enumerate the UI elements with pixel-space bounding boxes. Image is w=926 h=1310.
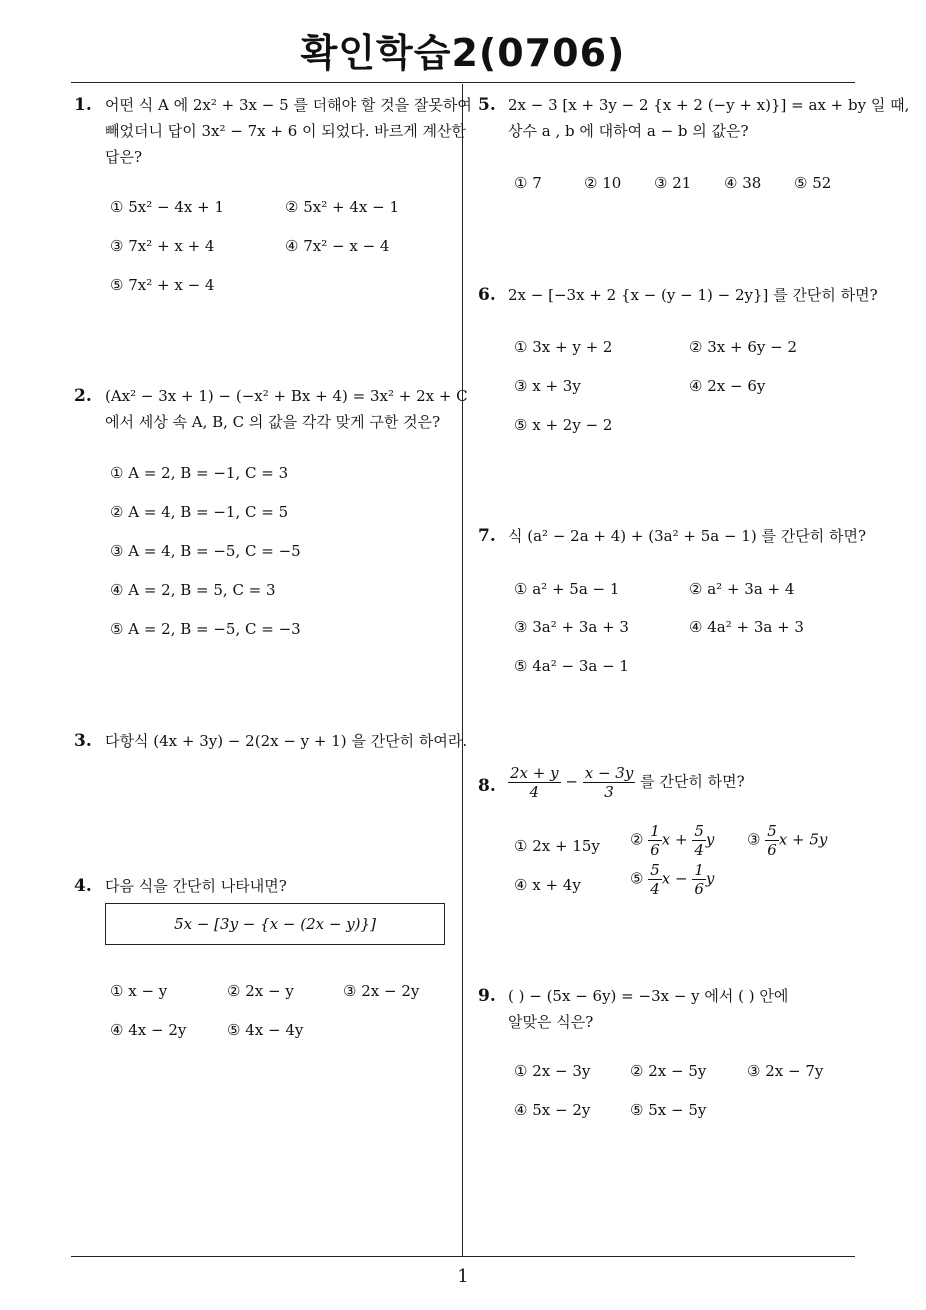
answer-option[interactable]: ② 2x − y [227, 982, 294, 1000]
answer-option[interactable]: ① x − y [110, 982, 168, 1000]
answer-option[interactable]: ⑤ 4x − 4y [227, 1021, 304, 1039]
answer-option[interactable]: ④ 38 [724, 174, 762, 192]
answer-option[interactable]: ⑤ A = 2, B = −5, C = −3 [110, 620, 301, 638]
fraction-numerator: 2x + y [510, 764, 559, 782]
answer-option[interactable]: ③ 7x² + x + 4 [110, 237, 215, 255]
answer-option[interactable]: ⑤ 4a² − 3a − 1 [514, 657, 629, 675]
question-text-line: 2x − [−3x + 2 {x − (y − 1) − 2y}] 를 간단히 하면? [508, 286, 878, 304]
question-text-line: 알맞은 식은? [508, 1013, 594, 1031]
answer-option[interactable]: ④ A = 2, B = 5, C = 3 [110, 581, 276, 599]
fraction-denominator: 4 [650, 880, 660, 898]
answer-option[interactable]: ② a² + 3a + 4 [689, 580, 795, 598]
option-term: x + [661, 830, 688, 849]
option-term: y [705, 869, 715, 888]
option-marker: ⑤ [630, 869, 644, 888]
question-number: 9. [478, 986, 496, 1006]
top-rule [71, 82, 855, 83]
option-term: x − [661, 869, 688, 888]
answer-option[interactable]: ① 2x − 3y [514, 1062, 591, 1080]
question-number: 1. [74, 95, 92, 115]
answer-option[interactable]: ④ 4x − 2y [110, 1021, 187, 1039]
fraction-numerator: 5 [694, 822, 704, 840]
bottom-rule [71, 1256, 855, 1257]
question-text-line: 다항식 (4x + 3y) − 2(2x − y + 1) 을 간단히 하여라. [105, 732, 468, 750]
fraction-numerator: 5 [650, 861, 660, 879]
fraction [583, 764, 636, 801]
answer-option[interactable]: ③ 2x − 2y [343, 982, 420, 1000]
question-number: 5. [478, 95, 496, 115]
answer-option[interactable]: ③ 2x − 7y [747, 1062, 824, 1080]
question-number: 3. [74, 731, 92, 751]
answer-option[interactable] [630, 822, 714, 859]
question-tail: 를 간단히 하면? [640, 772, 745, 791]
answer-option[interactable]: ④ 4a² + 3a + 3 [689, 618, 804, 636]
answer-option[interactable]: ⑤ 7x² + x − 4 [110, 276, 215, 294]
question-number: 4. [74, 876, 92, 896]
question-number: 7. [478, 526, 496, 546]
column-divider [462, 84, 463, 1257]
question-number: 8. [478, 776, 496, 796]
fraction-numerator: 1 [694, 861, 704, 879]
question-text-line: 에서 세상 속 A, B, C 의 값을 각각 맞게 구한 것은? [105, 413, 441, 431]
answer-option[interactable]: ① 3x + y + 2 [514, 338, 613, 356]
page-title: 확인학습2(0706) [300, 31, 626, 75]
answer-option[interactable] [630, 861, 714, 898]
fraction-denominator: 4 [694, 841, 704, 859]
answer-option[interactable]: ③ 3a² + 3a + 3 [514, 618, 629, 636]
fraction [648, 822, 662, 859]
answer-option[interactable]: ① 7 [514, 174, 542, 192]
option-marker: ③ [747, 830, 761, 849]
question-text-line: 어떤 식 A 에 2x² + 3x − 5 를 더해야 할 것을 잘못하여 [105, 96, 472, 114]
answer-option[interactable]: ② 2x − 5y [630, 1062, 707, 1080]
answer-option[interactable]: ⑤ 52 [794, 174, 832, 192]
answer-option[interactable]: ③ x + 3y [514, 377, 581, 395]
fraction-numerator: 1 [650, 822, 660, 840]
fraction-denominator: 3 [604, 783, 614, 801]
answer-option[interactable]: ② 3x + 6y − 2 [689, 338, 797, 356]
expression-box: 5x − [3y − {x − (2x − y)}] [105, 903, 445, 945]
fraction-denominator: 6 [767, 841, 777, 859]
answer-option[interactable]: ④ 5x − 2y [514, 1101, 591, 1119]
question-text-line: ( ) − (5x − 6y) = −3x − y 에서 ( ) 안에 [508, 987, 789, 1005]
fraction [765, 822, 779, 859]
answer-option[interactable]: ① a² + 5a − 1 [514, 580, 620, 598]
fraction-numerator: 5 [767, 822, 777, 840]
question-text-line: 상수 a , b 에 대하여 a − b 의 값은? [508, 122, 749, 140]
answer-option[interactable]: ② 10 [584, 174, 622, 192]
answer-option[interactable]: ① 5x² − 4x + 1 [110, 198, 224, 216]
answer-option[interactable]: ⑤ 5x − 5y [630, 1101, 707, 1119]
answer-option[interactable]: ① A = 2, B = −1, C = 3 [110, 464, 289, 482]
answer-option[interactable]: ① 2x + 15y [514, 837, 600, 855]
question-text-line: 답은? [105, 148, 143, 166]
question-number: 6. [478, 285, 496, 305]
answer-option[interactable]: ③ 21 [654, 174, 692, 192]
fraction-denominator: 4 [529, 783, 540, 801]
answer-option[interactable]: ② A = 4, B = −1, C = 5 [110, 503, 289, 521]
question-text-line: (Ax² − 3x + 1) − (−x² + Bx + 4) = 3x² + 2x + C [105, 387, 468, 405]
question-text-line: 빼었더니 답이 3x² − 7x + 6 이 되었다. 바르게 계산한 [105, 122, 466, 140]
minus-sign: − [565, 772, 578, 791]
fraction-denominator: 6 [650, 841, 660, 859]
question-expression [508, 764, 745, 801]
answer-option[interactable]: ④ 7x² − x − 4 [285, 237, 390, 255]
answer-option[interactable]: ② 5x² + 4x − 1 [285, 198, 399, 216]
option-term: x + 5y [778, 830, 828, 849]
fraction [508, 764, 561, 801]
answer-option[interactable]: ④ x + 4y [514, 876, 581, 894]
answer-option[interactable]: ③ A = 4, B = −5, C = −5 [110, 542, 301, 560]
option-term: y [705, 830, 715, 849]
answer-option[interactable]: ④ 2x − 6y [689, 377, 766, 395]
question-number: 2. [74, 386, 92, 406]
page-number: 1 [457, 1266, 469, 1287]
fraction [692, 822, 706, 859]
answer-option[interactable] [747, 822, 827, 859]
answer-option[interactable]: ⑤ x + 2y − 2 [514, 416, 613, 434]
fraction [692, 861, 706, 898]
fraction-denominator: 6 [694, 880, 704, 898]
question-text-line: 다음 식을 간단히 나타내면? [105, 877, 287, 895]
fraction-numerator: x − 3y [584, 764, 634, 782]
question-text-line: 2x − 3 [x + 3y − 2 {x + 2 (−y + x)}] = ax + by 일 때, [508, 96, 910, 114]
question-text-line: 식 (a² − 2a + 4) + (3a² + 5a − 1) 를 간단히 하면? [508, 527, 866, 545]
option-marker: ② [630, 830, 644, 849]
fraction [648, 861, 662, 898]
